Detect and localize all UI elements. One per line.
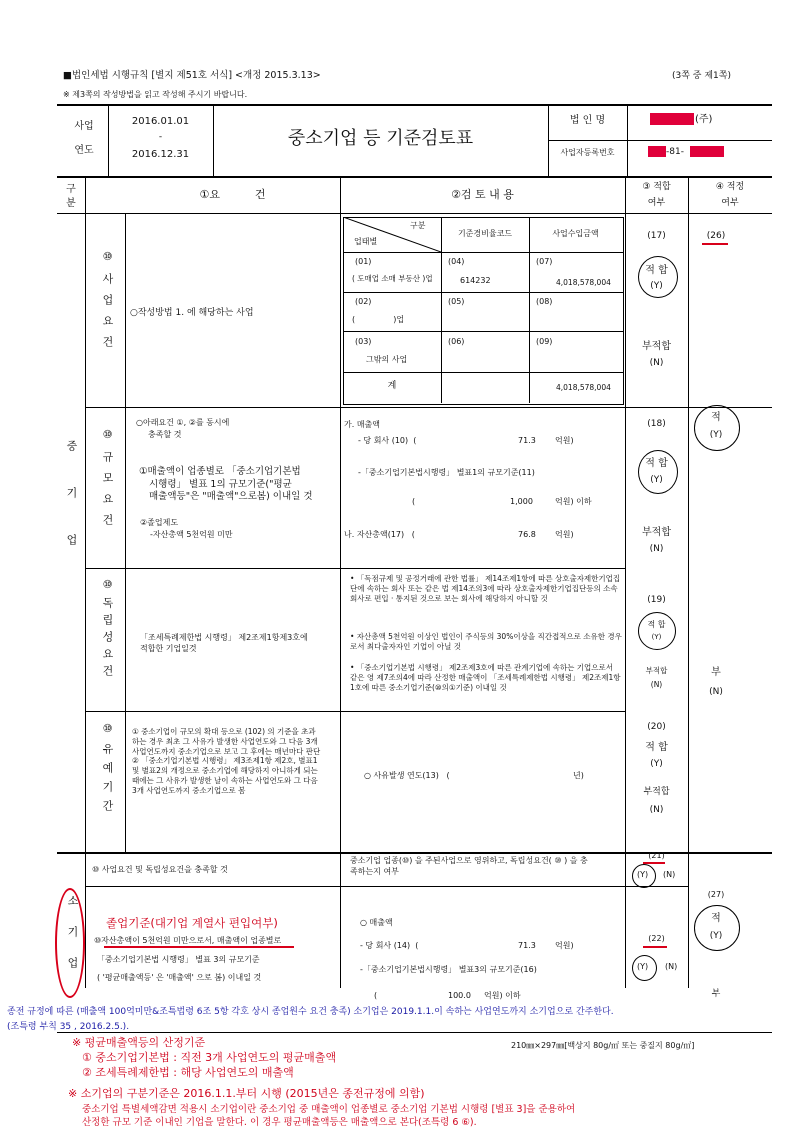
row102-rev-5: 나. 자산총액(17) ( bbox=[344, 530, 415, 539]
row103-rev-2: • 자산총액 5천억원 이상인 법인이 주식등의 30%이상을 직간접적으로 소유한 경우로서 최다출자자인 기업이 아닐 것 bbox=[350, 632, 622, 651]
row102-rev-1: 가. 매출액 bbox=[344, 420, 380, 429]
row102-fit-no: (18) bbox=[647, 419, 666, 429]
col-review: ②검 토 내 용 bbox=[451, 188, 514, 201]
row101-fit-circle bbox=[638, 256, 678, 298]
period-label-1: 사업 bbox=[74, 121, 94, 132]
bizno-label: 사업자등록번호 bbox=[560, 148, 615, 157]
row103-fit-n: (N) bbox=[650, 680, 663, 689]
r2-name: ( )업 bbox=[352, 315, 405, 324]
small2-fit-no: (22) bbox=[648, 934, 665, 943]
row104-fit-no: (20) bbox=[647, 722, 666, 732]
row102-fit-y: (Y) bbox=[650, 475, 663, 485]
period-start: 2016.01.01 bbox=[131, 116, 190, 127]
small2-fit-y: (Y) bbox=[637, 962, 649, 971]
row103-decision: 부 bbox=[711, 667, 721, 678]
row104-label: ⑩유예기간 bbox=[101, 722, 114, 819]
side-label-medium: 중기업 bbox=[65, 440, 78, 581]
r1-amount: 4,018,578,004 bbox=[556, 278, 611, 287]
small2-decision-y: (Y) bbox=[709, 931, 723, 941]
total-amount: 4,018,578,004 bbox=[556, 383, 611, 392]
page-title: 중소기업 등 기준검토표 bbox=[287, 128, 474, 149]
small2-decision-n: 부 bbox=[711, 989, 721, 999]
row101-fit-yes: 적 합 bbox=[645, 265, 668, 276]
redacted-bizno-2 bbox=[690, 146, 724, 157]
small1-fit-no: (21) bbox=[648, 851, 665, 860]
small2-req-2: 「중소기업기본법 시행령」 별표 3의 규모기준 bbox=[97, 955, 260, 964]
small1-fit-y: (Y) bbox=[637, 870, 649, 879]
corp-name-label: 법 인 명 bbox=[569, 115, 606, 126]
row101-requirement: ○작성방법 1. 에 해당하는 사업 bbox=[130, 308, 254, 318]
small-label-red-circle bbox=[55, 888, 85, 998]
r2-code-a: (02) bbox=[355, 297, 372, 306]
row104-review-u: 년) bbox=[573, 771, 584, 780]
row102-fit-yes: 적 합 bbox=[645, 458, 668, 469]
paper-spec: 210㎜×297㎜[백상지 80g/㎡ 또는 중질지 80g/㎡] bbox=[511, 1041, 695, 1050]
small2-fit-n: (N) bbox=[665, 962, 678, 971]
footer-red-1: ※ 평균매출액등의 산정기준 bbox=[72, 1036, 206, 1049]
top-rule bbox=[57, 104, 772, 106]
small2-decision-circle bbox=[694, 905, 740, 951]
row103-fit-not: 부적합 bbox=[645, 666, 668, 675]
row101-decision-no: (26) bbox=[706, 231, 726, 241]
graduation-annotation: 졸업기준(대기업 계열사 편입여부) bbox=[106, 916, 278, 930]
row101-decision-underline bbox=[702, 243, 728, 245]
row102-fit-n: (N) bbox=[649, 544, 664, 554]
r3-code-b: (06) bbox=[448, 337, 465, 346]
footer-blue-note-1: 종전 규정에 따른 (매출액 100억미만&조특법령 6조 5항 각호 상시 종업원수 요건 충족) 소기업은 2019.1.1.이 속하는 사업연도까지 소기업으로 간주한다. bbox=[7, 1007, 614, 1017]
row101-fit-y: (Y) bbox=[650, 281, 663, 291]
inner-head-2: 업태별 bbox=[354, 237, 378, 246]
small1-requirement: ⑩ 사업요건 및 독립성요건을 충족할 것 bbox=[92, 865, 228, 874]
row102-rev-2v: 71.3 bbox=[518, 436, 536, 445]
r1-code-c: (07) bbox=[536, 257, 553, 266]
row102-req-1b: 충족할 것 bbox=[148, 430, 182, 439]
row102-rev-5u: 억원) bbox=[555, 530, 574, 539]
row102-fit-not: 부적합 bbox=[642, 527, 671, 538]
row102-req-1: ○아래요건 ①, ②를 동시에 bbox=[136, 418, 230, 427]
row103-decision-n: (N) bbox=[709, 687, 723, 697]
r1-code-b: (04) bbox=[448, 257, 465, 266]
small2-req-3: ( '평균매출액등' 은 '매출액' 으로 봄) 이내일 것 bbox=[97, 973, 262, 982]
redacted-corp-name bbox=[650, 113, 694, 125]
row104-fit-n: (N) bbox=[649, 805, 664, 815]
corp-suffix: (주) bbox=[695, 114, 713, 125]
r3-code-a: (03) bbox=[355, 337, 372, 346]
row103-label: ⑩독립성요건 bbox=[101, 578, 114, 682]
small2-decision: 적 bbox=[711, 913, 721, 924]
row101-fit-no: (17) bbox=[647, 231, 666, 241]
small2-rev-2: - 당 회사 (14) ( bbox=[360, 941, 419, 950]
instruction-note: ※ 제3쪽의 작성방법을 읽고 작성해 주시기 바랍니다. bbox=[63, 90, 248, 99]
small2-rev-2v: 71.3 bbox=[518, 941, 536, 950]
small2-req-underline bbox=[104, 946, 294, 948]
small2-fit-circle bbox=[632, 955, 657, 981]
row102-rev-4u: 억원) 이하 bbox=[555, 497, 592, 506]
row101-fit-not: 부적합 bbox=[642, 341, 671, 352]
row103-requirement: 「조세특례제한법 시행령」 제2조제1항제3호에 적합한 기업일것 bbox=[140, 633, 308, 653]
row101-fit-n: (N) bbox=[649, 358, 664, 368]
row104-requirement: ① 중소기업이 규모의 확대 등으로 (102) 의 기준을 초과하는 경우 최초 그 사유가 발생한 사업연도와 그 다음 3개사업연도까지 중소기업으로 보고 그 후에는 매년마다 판단 ② 「중소기업기본법 시행령」 제3조제1항 제2호, 별표1 및 별표2의 개정으로 중소기업에 해당하지 아니하게 되는 때에는 그 사유가 발생한 날이 속하는 사업연도와 그 다음 3개 사업연도까지 중소기업으로 봄 bbox=[132, 727, 321, 795]
row102-req-2b: 시행령」 별표 1의 규모기준("평균 bbox=[149, 479, 292, 490]
row102-rev-3: -「중소기업기본법시행령」 별표1의 규모기준(11) bbox=[358, 468, 535, 477]
row102-fit-circle bbox=[638, 450, 678, 494]
period-end: 2016.12.31 bbox=[131, 149, 190, 160]
col-decision-2: 여부 bbox=[721, 198, 739, 208]
row102-req-3: ②졸업제도 bbox=[140, 518, 179, 527]
period-label-2: 연도 bbox=[74, 145, 94, 156]
r1-ratio-code: 614232 bbox=[460, 276, 491, 285]
row102-rev-4v: 1,000 bbox=[510, 497, 533, 506]
row103-rev-3: • 「중소기업기본법 시행령」 제2조제3호에 따른 관계기업에 속하는 기업으로서 같은 영 제7조의4에 따라 산정한 매출액이 「조세특례제한법 시행령」 제2조제1항1호에 따른 중소기업기준(⑩의①기준) 이내일 것 bbox=[350, 663, 621, 692]
small1-fit-n: (N) bbox=[663, 870, 676, 879]
row103-fit-yes: 적 합 bbox=[647, 620, 666, 629]
row104-fit-yes: 적 합 bbox=[645, 742, 668, 753]
small1-review: 중소기업 업종(⑩) 을 주된사업으로 영위하고, 독립성요건( ⑩ ) 을 충족하는지 여부 bbox=[350, 856, 588, 876]
row103-rev-1: • 「독점규제 및 공정거래에 관한 법률」 제14조제1항에 따른 상호출자제한기업집단에 속하는 회사 또는 같은 법 제14조의3에 따라 상호출자제한기업집단등의 소속회사로 편입 · 통지된 것으로 보는 회사에 해당하지 아니할 것 bbox=[350, 574, 621, 603]
row102-decision: 적 bbox=[711, 412, 721, 423]
inner-col-3: 사업수입금액 bbox=[552, 229, 599, 238]
col-fit-1: ③ 적합 bbox=[642, 182, 671, 192]
form-reference: ■법인세법 시행규칙 [별지 제51호 서식] <개정 2015.3.13> bbox=[63, 70, 321, 81]
row102-decision-circle bbox=[694, 405, 740, 451]
col-requirement: ①요 건 bbox=[199, 188, 266, 201]
r1-name: ( 도매업 소매 부동산 )업 bbox=[352, 274, 433, 283]
row102-req-2: ①매출액이 업종별로 「중소기업기본법 bbox=[139, 466, 301, 477]
col-fit-2: 여부 bbox=[647, 198, 666, 208]
r3-name: 그밖의 사업 bbox=[366, 355, 408, 364]
inner-col-2: 기준경비율코드 bbox=[457, 229, 513, 238]
row104-fit-y: (Y) bbox=[650, 759, 663, 769]
small2-requirement: ⑩자산총액이 5천억원 미만으로서, 매출액이 업종별로 bbox=[94, 936, 282, 945]
small2-rev-4: ( bbox=[374, 991, 378, 1000]
small2-rev-3: -「중소기업기본법시행령」 별표3의 규모기준(16) bbox=[360, 965, 537, 974]
inner-head-1: 구분 bbox=[410, 221, 426, 230]
small2-rev-4v: 100.0 bbox=[448, 991, 471, 1000]
small2-rev-1: ○ 매출액 bbox=[360, 918, 393, 927]
row102-rev-2u: 억원) bbox=[555, 436, 574, 445]
row102-rev-5v: 76.8 bbox=[518, 530, 536, 539]
row103-fit-circle bbox=[638, 612, 676, 650]
footer-red-4: ※ 소기업의 구분기준은 2016.1.1.부터 시행 (2015년은 종전규정에 의함) bbox=[68, 1087, 425, 1100]
total-label: 계 bbox=[387, 381, 397, 391]
bizno-mid: -81- bbox=[666, 147, 684, 157]
footer-red-2: ① 중소기업기본법 : 직전 3개 사업연도의 평균매출액 bbox=[82, 1051, 337, 1064]
period-dash: - bbox=[158, 132, 163, 142]
r2-code-b: (05) bbox=[448, 297, 465, 306]
footer-red-3: ② 조세특례제한법 : 해당 사업연도의 매출액 bbox=[82, 1066, 294, 1079]
redacted-bizno-1 bbox=[648, 146, 666, 157]
footer-red-5: 중소기업 특별세액감면 적용시 소기업이란 중소기업 중 매출액이 업종별로 중소기업 기본법 시행령 [별표 3]을 준용하여 bbox=[82, 1104, 576, 1115]
row103-fit-y: (Y) bbox=[651, 633, 662, 641]
footer-blue-note-2: (조특령 부칙 35 , 2016.2.5.). bbox=[7, 1022, 130, 1032]
row104-fit-not: 부적합 bbox=[643, 787, 670, 797]
small1-fit-circle bbox=[632, 864, 656, 888]
r3-code-c: (09) bbox=[536, 337, 553, 346]
row101-label: ⑩사업요건 bbox=[101, 250, 114, 357]
side-label-small: 소기업 bbox=[66, 895, 79, 988]
col-division-1: 구 bbox=[66, 184, 76, 195]
row102-label: ⑩규모요건 bbox=[101, 428, 114, 535]
row102-req-2c: 매출액등"은 "매출액"으로봄) 이내일 것 bbox=[149, 491, 313, 502]
row104-review: ○ 사유발생 연도(13) ( bbox=[364, 771, 450, 780]
row102-rev-2: - 당 회사 (10) ( bbox=[358, 436, 417, 445]
small2-rev-2u: 억원) bbox=[555, 941, 574, 950]
row103-fit-no: (19) bbox=[647, 595, 666, 605]
col-decision-1: ④ 적정 bbox=[715, 182, 745, 192]
small2-rev-4u: 억원) 이하 bbox=[484, 991, 521, 1000]
r2-code-c: (08) bbox=[536, 297, 553, 306]
r1-code-a: (01) bbox=[355, 257, 372, 266]
small2-decision-no: (27) bbox=[707, 890, 725, 899]
row102-rev-4: ( bbox=[412, 497, 416, 506]
col-division-2: 분 bbox=[66, 198, 76, 209]
footer-red-6: 산정한 규모 기준 이내인 기업을 말한다. 이 경우 평균매출액등은 매출액으로 본다(조특령 6 ⑥). bbox=[82, 1117, 477, 1128]
row102-decision-y: (Y) bbox=[709, 430, 723, 440]
page-reference: (3쪽 중 제1쪽) bbox=[672, 71, 731, 81]
small2-fit-underline bbox=[643, 946, 667, 948]
row102-req-3b: -자산총액 5천억원 미만 bbox=[150, 530, 233, 539]
